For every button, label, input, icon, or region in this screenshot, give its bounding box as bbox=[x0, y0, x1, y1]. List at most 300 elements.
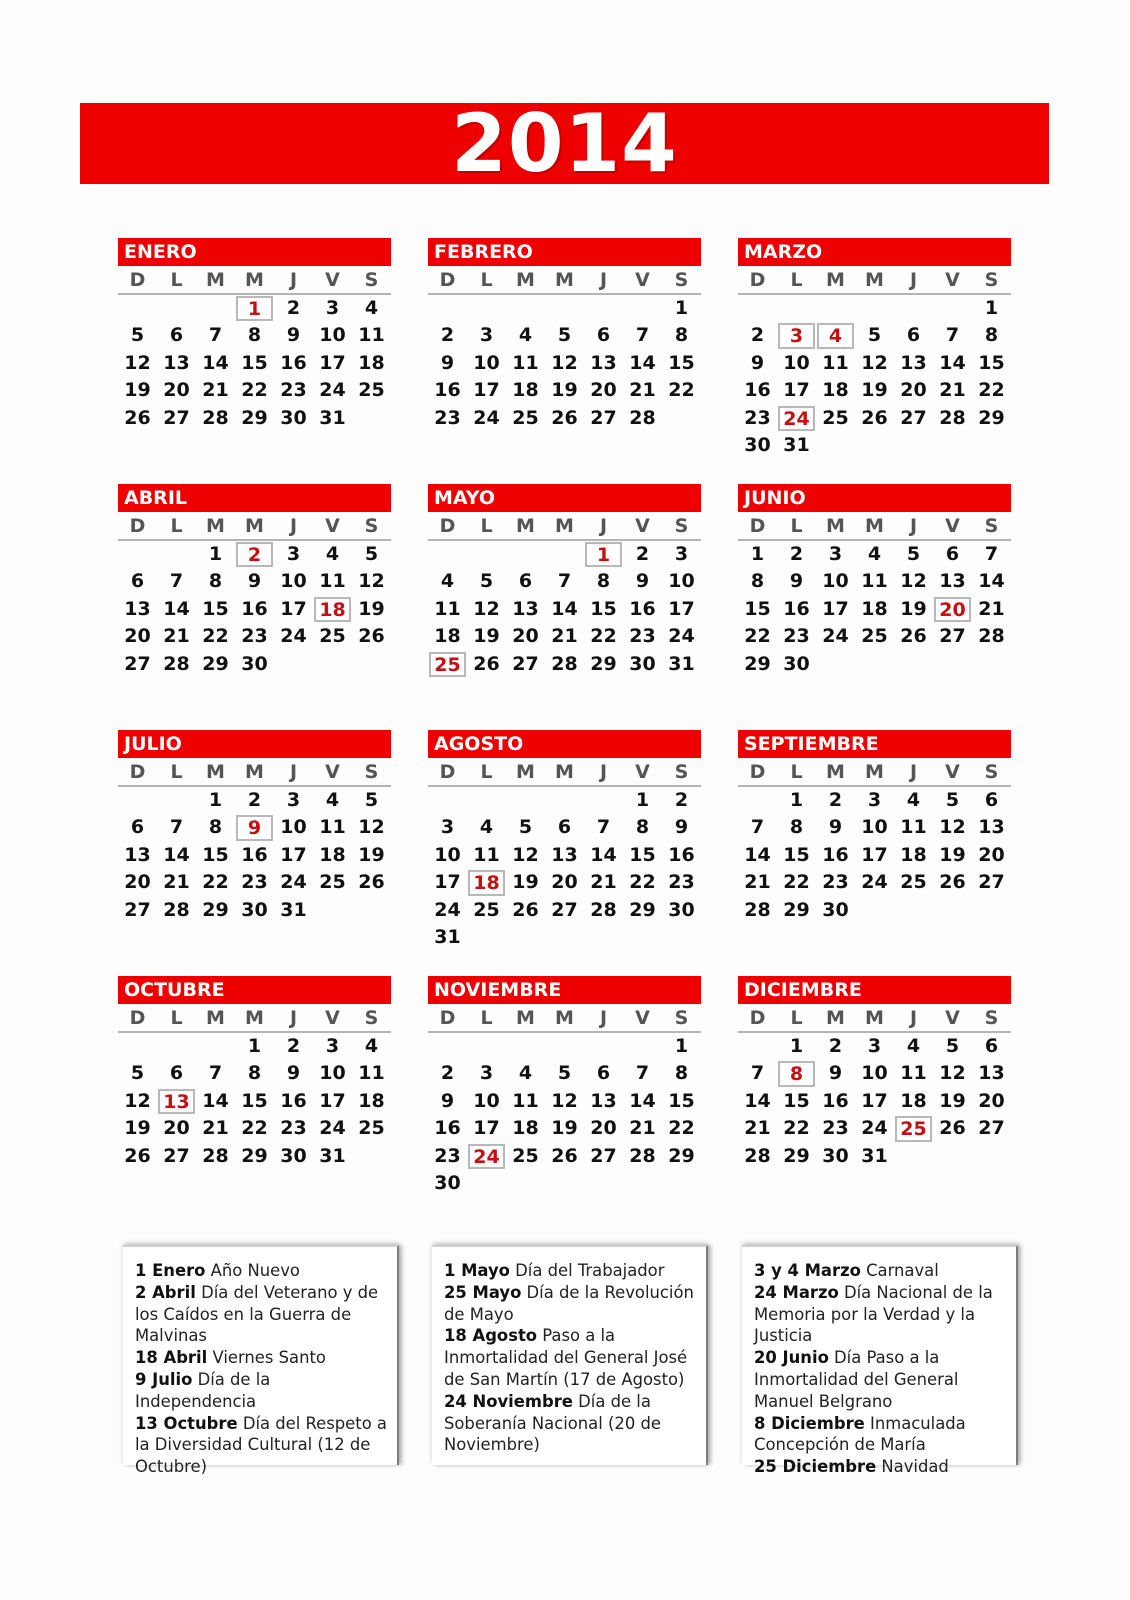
day-cell: 7 bbox=[984, 543, 999, 565]
day-cell: 9 bbox=[828, 816, 843, 839]
month-marzo bbox=[738, 238, 1011, 459]
weekday-label: D bbox=[129, 1007, 146, 1029]
holiday-day: 18 bbox=[314, 597, 351, 622]
weekday-label: D bbox=[749, 761, 766, 783]
weekday-label: S bbox=[984, 761, 999, 783]
day-cell: 25 bbox=[319, 625, 346, 648]
day-cell: 9 bbox=[286, 1062, 301, 1085]
day-cell: 1 bbox=[789, 789, 804, 811]
day-cell: 21 bbox=[629, 1117, 656, 1140]
day-cell: 22 bbox=[590, 625, 617, 648]
day-cell: 29 bbox=[783, 898, 810, 921]
day-cell: 30 bbox=[241, 652, 268, 675]
day-cell: 16 bbox=[280, 351, 307, 374]
day-cell: 31 bbox=[319, 406, 346, 429]
day-cell: 15 bbox=[241, 1089, 268, 1112]
day-cell: 4 bbox=[518, 324, 533, 347]
holiday-description: Carnaval bbox=[860, 1261, 939, 1280]
day-cell: 27 bbox=[551, 898, 578, 921]
weekday-label: M bbox=[555, 515, 574, 537]
day-cell: 5 bbox=[906, 543, 921, 565]
holiday-day: 13 bbox=[158, 1089, 195, 1114]
days-grid bbox=[118, 787, 391, 924]
day-cell: 22 bbox=[202, 625, 229, 648]
weekday-label: M bbox=[245, 515, 264, 537]
day-cell: 2 bbox=[440, 1062, 455, 1085]
day-cell: 30 bbox=[783, 652, 810, 675]
day-cell: 24 bbox=[668, 625, 695, 648]
day-cell: 12 bbox=[900, 570, 927, 593]
day-cell: 8 bbox=[984, 324, 999, 347]
weekday-label: D bbox=[439, 1007, 456, 1029]
day-cell: 18 bbox=[900, 843, 927, 866]
day-cell: 8 bbox=[247, 1062, 262, 1085]
day-cell: 26 bbox=[358, 871, 385, 894]
day-cell: 15 bbox=[668, 351, 695, 374]
holiday-date: 2 Abril bbox=[135, 1282, 196, 1302]
holiday-description: Navidad bbox=[876, 1457, 949, 1477]
month-enero bbox=[118, 238, 391, 432]
day-cell: 23 bbox=[434, 1144, 461, 1167]
day-cell: 8 bbox=[208, 816, 223, 839]
day-cell: 14 bbox=[978, 570, 1005, 593]
weekday-header bbox=[428, 512, 701, 541]
empty-cell bbox=[428, 295, 467, 322]
day-cell: 28 bbox=[939, 406, 966, 429]
day-cell: 8 bbox=[247, 324, 262, 347]
weekday-label: L bbox=[170, 269, 183, 291]
day-cell: 7 bbox=[557, 570, 572, 593]
holiday-entry bbox=[135, 1282, 387, 1347]
weekday-header bbox=[738, 512, 1011, 541]
month-name: DICIEMBRE bbox=[738, 976, 1011, 1004]
weekday-label: M bbox=[516, 515, 535, 537]
empty-cell bbox=[933, 295, 972, 322]
weekday-label: D bbox=[439, 761, 456, 783]
day-cell: 28 bbox=[629, 1144, 656, 1167]
day-cell: 17 bbox=[280, 597, 307, 620]
day-cell: 21 bbox=[939, 379, 966, 402]
day-cell: 5 bbox=[364, 543, 379, 565]
day-cell: 27 bbox=[124, 652, 151, 675]
day-cell: 21 bbox=[163, 625, 190, 648]
days-grid bbox=[118, 1033, 391, 1170]
day-cell: 22 bbox=[202, 871, 229, 894]
day-cell: 7 bbox=[750, 816, 765, 839]
day-cell: 22 bbox=[241, 379, 268, 402]
month-junio bbox=[738, 484, 1011, 678]
holiday-date: 9 Julio bbox=[135, 1369, 193, 1389]
empty-cell bbox=[157, 295, 196, 322]
day-cell: 26 bbox=[861, 406, 888, 429]
day-cell: 23 bbox=[280, 379, 307, 402]
day-cell: 6 bbox=[906, 324, 921, 347]
weekday-label: M bbox=[865, 515, 884, 537]
weekday-label: V bbox=[945, 515, 960, 537]
holiday-day: 18 bbox=[468, 870, 505, 895]
weekday-label: L bbox=[480, 1007, 493, 1029]
day-cell: 22 bbox=[241, 1117, 268, 1140]
day-cell: 14 bbox=[744, 843, 771, 866]
day-cell: 5 bbox=[518, 816, 533, 839]
day-cell: 1 bbox=[247, 1035, 262, 1057]
day-cell: 11 bbox=[319, 816, 346, 839]
weekday-header bbox=[118, 512, 391, 541]
day-cell: 15 bbox=[668, 1089, 695, 1112]
weekday-label: S bbox=[674, 1007, 689, 1029]
day-cell: 21 bbox=[744, 1117, 771, 1140]
day-cell: 3 bbox=[867, 789, 882, 811]
day-cell: 11 bbox=[900, 816, 927, 839]
weekday-label: L bbox=[790, 761, 803, 783]
day-cell: 20 bbox=[124, 625, 151, 648]
day-cell: 24 bbox=[319, 1117, 346, 1140]
day-cell: 10 bbox=[861, 1062, 888, 1085]
day-cell: 18 bbox=[900, 1089, 927, 1112]
empty-cell bbox=[738, 295, 777, 322]
day-cell: 19 bbox=[551, 1117, 578, 1140]
day-cell: 1 bbox=[208, 543, 223, 565]
day-cell: 18 bbox=[358, 1089, 385, 1112]
day-cell: 19 bbox=[551, 379, 578, 402]
day-cell: 13 bbox=[978, 816, 1005, 839]
day-cell: 4 bbox=[906, 789, 921, 811]
weekday-label: M bbox=[826, 269, 845, 291]
day-cell: 15 bbox=[744, 597, 771, 620]
day-cell: 25 bbox=[473, 898, 500, 921]
weekday-label: L bbox=[480, 269, 493, 291]
day-cell: 4 bbox=[867, 543, 882, 565]
day-cell: 12 bbox=[512, 843, 539, 866]
day-cell: 5 bbox=[945, 789, 960, 811]
day-cell: 21 bbox=[744, 871, 771, 894]
day-cell: 10 bbox=[861, 816, 888, 839]
day-cell: 26 bbox=[939, 1117, 966, 1140]
holiday-description: Día del Trabajador bbox=[509, 1261, 665, 1280]
day-cell: 6 bbox=[984, 789, 999, 811]
day-cell: 3 bbox=[325, 297, 340, 319]
day-cell: 13 bbox=[163, 351, 190, 374]
day-cell: 22 bbox=[783, 1117, 810, 1140]
weekday-label: M bbox=[206, 1007, 225, 1029]
empty-cell bbox=[467, 541, 506, 568]
holiday-date: 13 Octubre bbox=[135, 1413, 238, 1433]
day-cell: 1 bbox=[789, 1035, 804, 1057]
weekday-label: D bbox=[749, 515, 766, 537]
day-cell: 6 bbox=[596, 324, 611, 347]
weekday-label: J bbox=[599, 515, 608, 537]
day-cell: 12 bbox=[939, 1062, 966, 1085]
day-cell: 29 bbox=[744, 652, 771, 675]
weekday-label: D bbox=[439, 515, 456, 537]
empty-cell bbox=[506, 1033, 545, 1060]
day-cell: 30 bbox=[280, 406, 307, 429]
holiday-list-box bbox=[432, 1245, 708, 1465]
weekday-label: S bbox=[364, 515, 379, 537]
weekday-label: M bbox=[555, 1007, 574, 1029]
day-cell: 20 bbox=[978, 843, 1005, 866]
empty-cell bbox=[118, 541, 157, 568]
day-cell: 22 bbox=[978, 379, 1005, 402]
holiday-date: 20 Junio bbox=[754, 1348, 829, 1368]
day-cell: 26 bbox=[939, 871, 966, 894]
day-cell: 4 bbox=[906, 1035, 921, 1057]
day-cell: 22 bbox=[668, 379, 695, 402]
day-cell: 6 bbox=[169, 324, 184, 347]
weekday-label: L bbox=[790, 269, 803, 291]
day-cell: 10 bbox=[319, 324, 346, 347]
day-cell: 7 bbox=[208, 324, 223, 347]
weekday-header bbox=[118, 1004, 391, 1033]
day-cell: 27 bbox=[978, 871, 1005, 894]
weekday-label: M bbox=[516, 269, 535, 291]
day-cell: 11 bbox=[822, 351, 849, 374]
holiday-day: 1 bbox=[236, 296, 273, 321]
empty-cell bbox=[545, 787, 584, 814]
day-cell: 28 bbox=[744, 898, 771, 921]
weekday-label: J bbox=[909, 269, 918, 291]
day-cell: 26 bbox=[900, 625, 927, 648]
day-cell: 10 bbox=[473, 351, 500, 374]
weekday-label: V bbox=[325, 1007, 340, 1029]
month-name: JUNIO bbox=[738, 484, 1011, 512]
day-cell: 10 bbox=[822, 570, 849, 593]
day-cell: 16 bbox=[241, 597, 268, 620]
weekday-label: V bbox=[325, 269, 340, 291]
day-cell: 27 bbox=[900, 406, 927, 429]
day-cell: 9 bbox=[828, 1062, 843, 1085]
holiday-day: 2 bbox=[236, 542, 273, 567]
day-cell: 6 bbox=[596, 1062, 611, 1085]
day-cell: 23 bbox=[280, 1117, 307, 1140]
weekday-label: M bbox=[245, 1007, 264, 1029]
month-name: MAYO bbox=[428, 484, 701, 512]
weekday-label: M bbox=[245, 269, 264, 291]
days-grid bbox=[428, 541, 701, 678]
day-cell: 19 bbox=[939, 1089, 966, 1112]
day-cell: 18 bbox=[319, 843, 346, 866]
weekday-label: D bbox=[129, 515, 146, 537]
day-cell: 12 bbox=[124, 1089, 151, 1112]
day-cell: 18 bbox=[512, 1117, 539, 1140]
holiday-description: Día Paso a la Inmortalidad del General Manuel Belgrano bbox=[754, 1348, 959, 1411]
days-grid bbox=[428, 1033, 701, 1197]
day-cell: 28 bbox=[163, 652, 190, 675]
day-cell: 14 bbox=[629, 351, 656, 374]
day-cell: 29 bbox=[241, 1144, 268, 1167]
day-cell: 15 bbox=[978, 351, 1005, 374]
day-cell: 1 bbox=[984, 297, 999, 319]
day-cell: 17 bbox=[861, 843, 888, 866]
day-cell: 16 bbox=[822, 843, 849, 866]
day-cell: 29 bbox=[783, 1144, 810, 1167]
month-name: FEBRERO bbox=[428, 238, 701, 266]
day-cell: 19 bbox=[358, 597, 385, 620]
weekday-label: M bbox=[516, 1007, 535, 1029]
day-cell: 23 bbox=[434, 406, 461, 429]
weekday-label: V bbox=[945, 269, 960, 291]
holiday-day: 24 bbox=[468, 1144, 505, 1169]
day-cell: 18 bbox=[822, 379, 849, 402]
holiday-date: 1 Mayo bbox=[444, 1261, 510, 1280]
day-cell: 19 bbox=[861, 379, 888, 402]
weekday-label: D bbox=[749, 269, 766, 291]
holiday-description: Día de la Soberanía Nacional (20 de Noviembre) bbox=[444, 1391, 661, 1455]
weekday-header bbox=[428, 758, 701, 787]
day-cell: 20 bbox=[163, 379, 190, 402]
weekday-label: V bbox=[945, 1007, 960, 1029]
day-cell: 25 bbox=[512, 1144, 539, 1167]
day-cell: 12 bbox=[551, 1089, 578, 1112]
month-mayo bbox=[428, 484, 701, 678]
day-cell: 9 bbox=[789, 570, 804, 593]
day-cell: 19 bbox=[939, 843, 966, 866]
day-cell: 19 bbox=[512, 871, 539, 894]
day-cell: 6 bbox=[984, 1035, 999, 1057]
day-cell: 14 bbox=[939, 351, 966, 374]
day-cell: 20 bbox=[590, 1117, 617, 1140]
day-cell: 30 bbox=[822, 898, 849, 921]
day-cell: 17 bbox=[783, 379, 810, 402]
day-cell: 9 bbox=[440, 351, 455, 374]
empty-cell bbox=[428, 1033, 467, 1060]
weekday-label: S bbox=[984, 515, 999, 537]
day-cell: 30 bbox=[668, 898, 695, 921]
holiday-entry bbox=[135, 1260, 387, 1282]
weekday-label: D bbox=[439, 269, 456, 291]
weekday-label: L bbox=[170, 515, 183, 537]
day-cell: 9 bbox=[247, 570, 262, 593]
weekday-label: J bbox=[909, 1007, 918, 1029]
day-cell: 5 bbox=[867, 324, 882, 347]
holiday-day: 1 bbox=[585, 542, 622, 567]
weekday-label: J bbox=[599, 269, 608, 291]
day-cell: 18 bbox=[512, 379, 539, 402]
day-cell: 6 bbox=[945, 543, 960, 565]
empty-cell bbox=[157, 541, 196, 568]
weekday-header bbox=[428, 266, 701, 295]
day-cell: 23 bbox=[822, 1117, 849, 1140]
day-cell: 7 bbox=[596, 816, 611, 839]
day-cell: 6 bbox=[130, 816, 145, 839]
month-julio bbox=[118, 730, 391, 924]
month-name: OCTUBRE bbox=[118, 976, 391, 1004]
holiday-entry bbox=[444, 1260, 696, 1282]
day-cell: 9 bbox=[750, 351, 765, 374]
day-cell: 7 bbox=[208, 1062, 223, 1085]
day-cell: 11 bbox=[512, 351, 539, 374]
day-cell: 13 bbox=[978, 1062, 1005, 1085]
day-cell: 14 bbox=[163, 597, 190, 620]
day-cell: 19 bbox=[124, 379, 151, 402]
weekday-label: D bbox=[749, 1007, 766, 1029]
month-name: ENERO bbox=[118, 238, 391, 266]
day-cell: 3 bbox=[828, 543, 843, 565]
holiday-day: 25 bbox=[895, 1116, 932, 1141]
day-cell: 12 bbox=[939, 816, 966, 839]
weekday-label: V bbox=[635, 269, 650, 291]
empty-cell bbox=[506, 541, 545, 568]
day-cell: 5 bbox=[130, 1062, 145, 1085]
day-cell: 9 bbox=[674, 816, 689, 839]
day-cell: 11 bbox=[473, 843, 500, 866]
weekday-label: S bbox=[364, 269, 379, 291]
day-cell: 28 bbox=[629, 406, 656, 429]
days-grid bbox=[428, 295, 701, 432]
day-cell: 11 bbox=[434, 597, 461, 620]
day-cell: 29 bbox=[202, 898, 229, 921]
empty-cell bbox=[545, 541, 584, 568]
day-cell: 28 bbox=[202, 406, 229, 429]
day-cell: 26 bbox=[124, 406, 151, 429]
day-cell: 17 bbox=[280, 843, 307, 866]
day-cell: 19 bbox=[473, 625, 500, 648]
day-cell: 2 bbox=[828, 1035, 843, 1057]
weekday-label: S bbox=[364, 761, 379, 783]
month-name: JULIO bbox=[118, 730, 391, 758]
days-grid bbox=[738, 295, 1011, 459]
empty-cell bbox=[196, 1033, 235, 1060]
day-cell: 14 bbox=[551, 597, 578, 620]
year-title: 2014 bbox=[451, 97, 678, 190]
weekday-label: J bbox=[289, 761, 298, 783]
day-cell: 11 bbox=[358, 324, 385, 347]
day-cell: 3 bbox=[867, 1035, 882, 1057]
day-cell: 24 bbox=[280, 625, 307, 648]
day-cell: 5 bbox=[945, 1035, 960, 1057]
day-cell: 18 bbox=[861, 597, 888, 620]
day-cell: 5 bbox=[557, 1062, 572, 1085]
weekday-label: L bbox=[790, 515, 803, 537]
day-cell: 3 bbox=[325, 1035, 340, 1057]
day-cell: 26 bbox=[551, 1144, 578, 1167]
day-cell: 17 bbox=[861, 1089, 888, 1112]
empty-cell bbox=[467, 1033, 506, 1060]
day-cell: 30 bbox=[280, 1144, 307, 1167]
weekday-label: S bbox=[674, 761, 689, 783]
day-cell: 10 bbox=[280, 570, 307, 593]
day-cell: 2 bbox=[635, 543, 650, 565]
days-grid bbox=[118, 295, 391, 432]
empty-cell bbox=[118, 787, 157, 814]
day-cell: 4 bbox=[325, 789, 340, 811]
weekday-label: M bbox=[826, 1007, 845, 1029]
empty-cell bbox=[738, 1033, 777, 1060]
holiday-day: 8 bbox=[778, 1061, 815, 1086]
holiday-description: Día de la Revolución de Mayo bbox=[444, 1282, 694, 1324]
day-cell: 27 bbox=[163, 406, 190, 429]
day-cell: 9 bbox=[286, 324, 301, 347]
day-cell: 24 bbox=[861, 871, 888, 894]
weekday-label: V bbox=[635, 761, 650, 783]
empty-cell bbox=[545, 1033, 584, 1060]
weekday-label: S bbox=[984, 269, 999, 291]
day-cell: 10 bbox=[783, 351, 810, 374]
holiday-entry bbox=[135, 1413, 387, 1478]
day-cell: 21 bbox=[629, 379, 656, 402]
empty-cell bbox=[506, 295, 545, 322]
holiday-date: 25 Diciembre bbox=[754, 1457, 877, 1477]
day-cell: 20 bbox=[512, 625, 539, 648]
weekday-label: L bbox=[170, 1007, 183, 1029]
day-cell: 17 bbox=[668, 597, 695, 620]
day-cell: 12 bbox=[358, 816, 385, 839]
holiday-list-box bbox=[123, 1245, 399, 1477]
day-cell: 15 bbox=[783, 843, 810, 866]
day-cell: 7 bbox=[635, 1062, 650, 1085]
day-cell: 31 bbox=[280, 898, 307, 921]
day-cell: 27 bbox=[590, 1144, 617, 1167]
